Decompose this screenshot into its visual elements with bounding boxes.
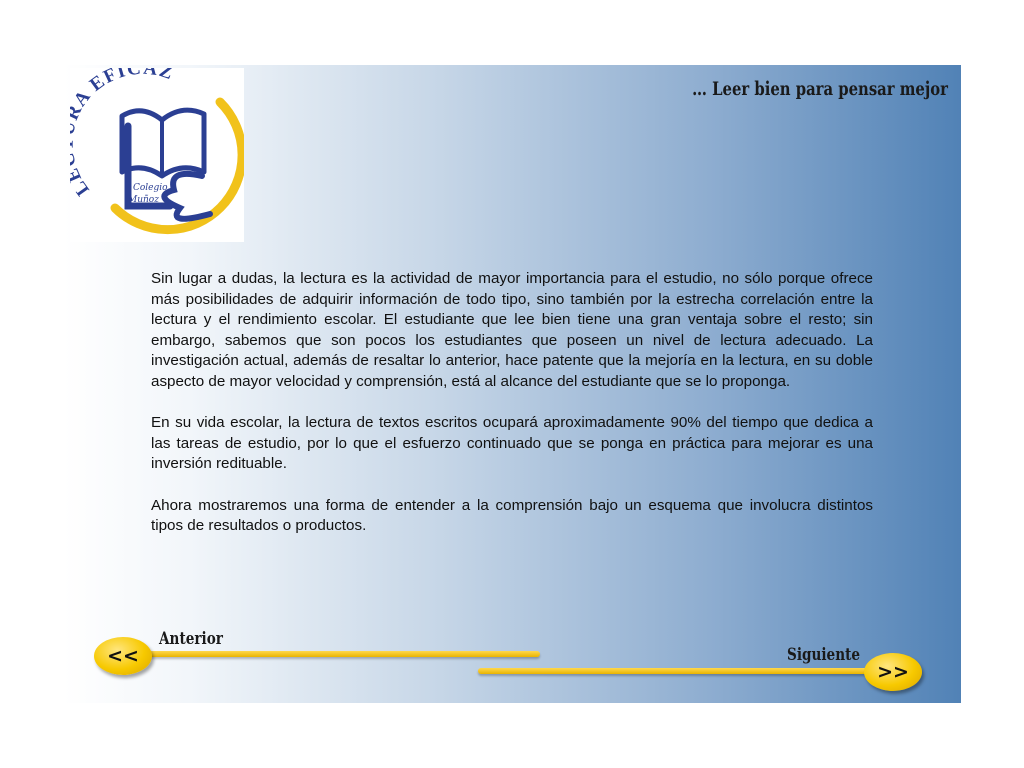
svg-text:LECTURA EFICAZ: L A EFICAZ xyxy=(70,68,177,200)
svg-text:Muñoz: Muñoz xyxy=(128,195,159,205)
slide-tagline: … Leer bien para pensar mejor xyxy=(692,78,948,100)
paragraph-3: Ahora mostraremos una forma de entender a la comprensión bajo un esquema que involucra distintos tipos de resultados o productos. xyxy=(151,496,873,535)
prev-button[interactable]: << xyxy=(94,637,152,675)
svg-text:Colegio: Colegio xyxy=(133,183,168,193)
prev-nav-bar xyxy=(120,651,540,657)
lectura-eficaz-logo xyxy=(70,68,244,242)
paragraph-2: En su vida escolar, la lectura de textos escritos ocupará aproximadamente 90% del tiempo que dedica a las tareas de estudio, por lo que el esfuerzo continuado que se ponga en práctica para mejorar es una inversión redituable. xyxy=(151,414,873,473)
slide-body-text xyxy=(151,269,873,557)
prev-label[interactable]: Anterior xyxy=(159,629,223,649)
next-label[interactable]: Siguiente xyxy=(787,645,861,665)
next-nav-bar xyxy=(478,668,898,674)
paragraph-1: Sin lugar a dudas, la lectura es la actividad de mayor importancia para el estudio, no sólo porque ofrece más posibilidades de adquirir información de todo tipo, sino también por la estrecha correlación entre la lectura y el rendimiento escolar. El estudiante que lee bien tiene una gran ventaja sobre el resto; sin embargo, sabemos que son pocos los estudiantes que poseen un nivel de lectura adecuado. La investigación actual, además de resaltar lo anterior, hace patente que la mejoría en la lectura, en su doble aspecto de mayor velocidad y comprensión, está al alcance del estudiante que se lo proponga. xyxy=(151,270,873,390)
logo-emblem-icon xyxy=(70,68,244,242)
next-button[interactable]: >> xyxy=(864,653,922,691)
